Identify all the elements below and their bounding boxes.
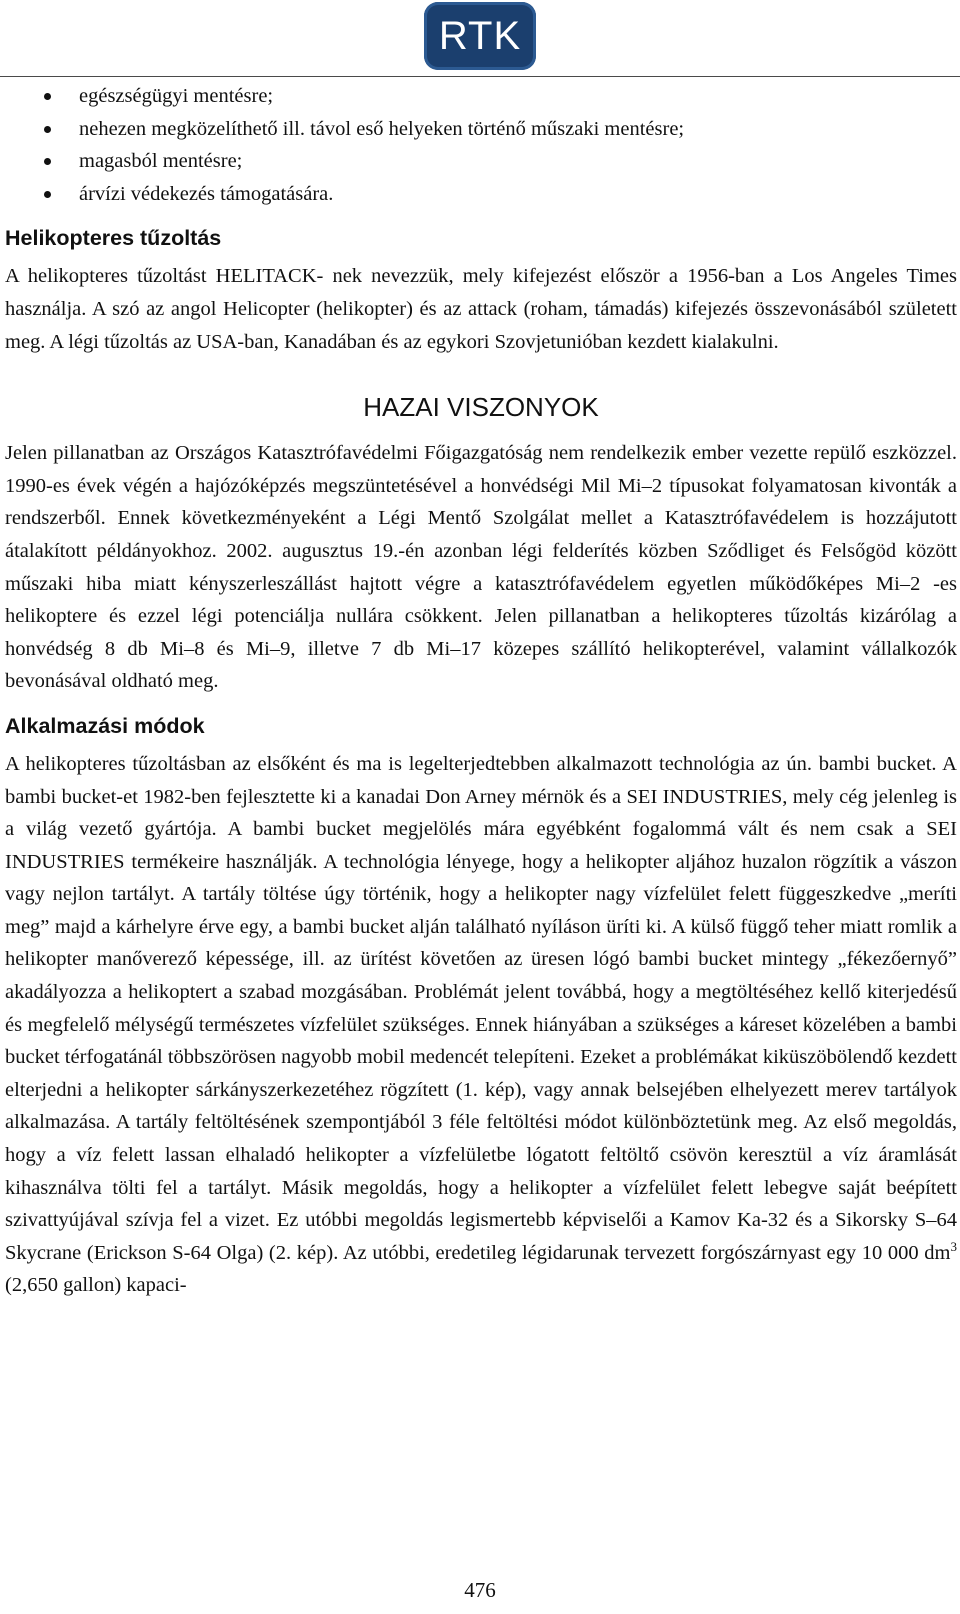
bullet-list bbox=[5, 80, 957, 210]
paragraph-alkalmazasi-modok bbox=[5, 748, 957, 1302]
superscript: 3 bbox=[950, 1238, 957, 1254]
bullet-icon bbox=[44, 93, 51, 100]
list-item: nehezen megközelíthető ill. távol eső helyeken történő műszaki mentésre; bbox=[5, 113, 957, 146]
rtk-logo bbox=[424, 2, 536, 70]
page-content bbox=[5, 80, 957, 1302]
logo-text: RTK bbox=[438, 13, 522, 58]
heading-alkalmazasi-modok: Alkalmazási módok bbox=[5, 713, 205, 738]
heading-helikopteres-tuzoltas: Helikopteres tűzoltás bbox=[5, 226, 222, 251]
page-number: 476 bbox=[464, 1578, 496, 1602]
bullet-icon bbox=[44, 191, 51, 198]
list-item: egészségügyi mentésre; bbox=[5, 80, 957, 113]
list-item: magasból mentésre; bbox=[5, 145, 957, 178]
paragraph-hazai-viszonyok: Jelen pillanatban az Országos Katasztrófavédelmi Főigazgatóság nem rendelkezik ember vezette repülő eszközzel. 1990-es évek végén a hajózóképzés megszüntetésével a honvédségi Mil Mi–2 típusokat folyamatosan kivonták a rendszerből. Ennek következményeként a Légi Mentő Szolgálat mellet a Katasztrófavédelem is hozzájutott átalakított példányokhoz. 2002. augusztus 19.-én azonban légi felderítés közben Sződliget és Felsőgöd között műszaki hiba miatt kényszerleszállást hajtott végre a katasztrófavédelem egyetlen működőképes Mi–2 -es helikoptere és ezzel légi potenciálja nullára csökkent. Jelen pillanatban a helikopteres tűzoltás kizárólag a honvédség 8 db Mi–8 és Mi–9, illetve 7 db Mi–17 közepes szállító helikopterével, valamint vállalkozók bevonásával oldható meg. bbox=[5, 442, 957, 693]
list-item: árvízi védekezés támogatására. bbox=[5, 178, 957, 211]
bullet-icon bbox=[44, 126, 51, 133]
header-rule bbox=[0, 76, 960, 77]
paragraph-helitack: A helikopteres tűzoltást HELITACK- nek nevezzük, mely kifejezést először a 1956-ban a Los Angeles Times használja. A szó az angol Helicopter (helikopter) és az attack (roham, támadás) kifejezés összevonásából született meg. A légi tűzoltás az USA-ban, Kanadában és az egykori Szovjetunióban kezdett kialakulni. bbox=[5, 265, 957, 353]
paragraph-tail-text: (2,650 gallon) kapaci- bbox=[5, 1274, 187, 1297]
paragraph-main-text: A helikopteres tűzoltásban az elsőként és ma is legelterjedtebben alkalmazott technológia az ún. bambi bucket. A bambi bucket-et 1982-ben fejlesztette ki a kanadai Don Arney mérnök és a SEI INDUSTRIES, mely cég jelenleg is a világ vezető gyártója. A bambi bucket megjelölés mára egyébként fogalommá vált és nem csak a SEI INDUSTRIES termékeire használják. A technológia lényege, hogy a helikopter aljához huzalon rögzítik a vászon vagy nejlon tartályt. A tartály töltése úgy történik, hogy a helikopter nagy vízfelület felett függeszkedve „meríti meg” majd a kárhelyre érve egy, a bambi bucket alján található nyíláson üríti ki. A külső függő teher miatt romlik a helikopter manőverező képessége, ill. az ürítést követően az üresen lógó bambi bucket mintegy „fékezőernyő” akadályozza a helikoptert a szabad mozgásában. Problémát jelent továbbá, hogy a megtöltéséhez kellő kiterjedésű és megfelelő mélységű természetes vízfelület szükséges. Ennek hiányában a szükséges a káreset közelében a bambi bucket térfogatánál többszörösen nagyobb mobil medencét telepíteni. Ezeket a problémákat kiküszöbölendő kezdett elterjedni a helikopter sárkányszerkezetéhez rögzített (1. kép), vagy annak belsejében elhelyezett merev tartályok alkalmazása. A tartály feltöltésének szempontjából 3 féle feltöltési módot különböztetünk meg. Az első megoldás, hogy a víz felett lassan elhaladó helikopter a vízfelületbe lógatott feltöltő csövön keresztül a víz áramlását kihasználva tölti fel a tartályt. Másik megoldás, hogy a helikopter a vízfelület felett lebegve saját beépített szivattyújával szívja fel a vizet. Ez utóbbi megoldás legismertebb képviselői a Kamov Ka-32 és a Sikorsky S–64 Skycrane (Erickson S-64 Olga) (2. kép). Az utóbbi, eredetileg légidarunak tervezett forgószárnyast egy 10 000 dm bbox=[5, 752, 957, 1264]
heading-hazai-viszonyok: HAZAI VISZONYOK bbox=[363, 392, 599, 423]
bullet-icon bbox=[44, 158, 51, 165]
